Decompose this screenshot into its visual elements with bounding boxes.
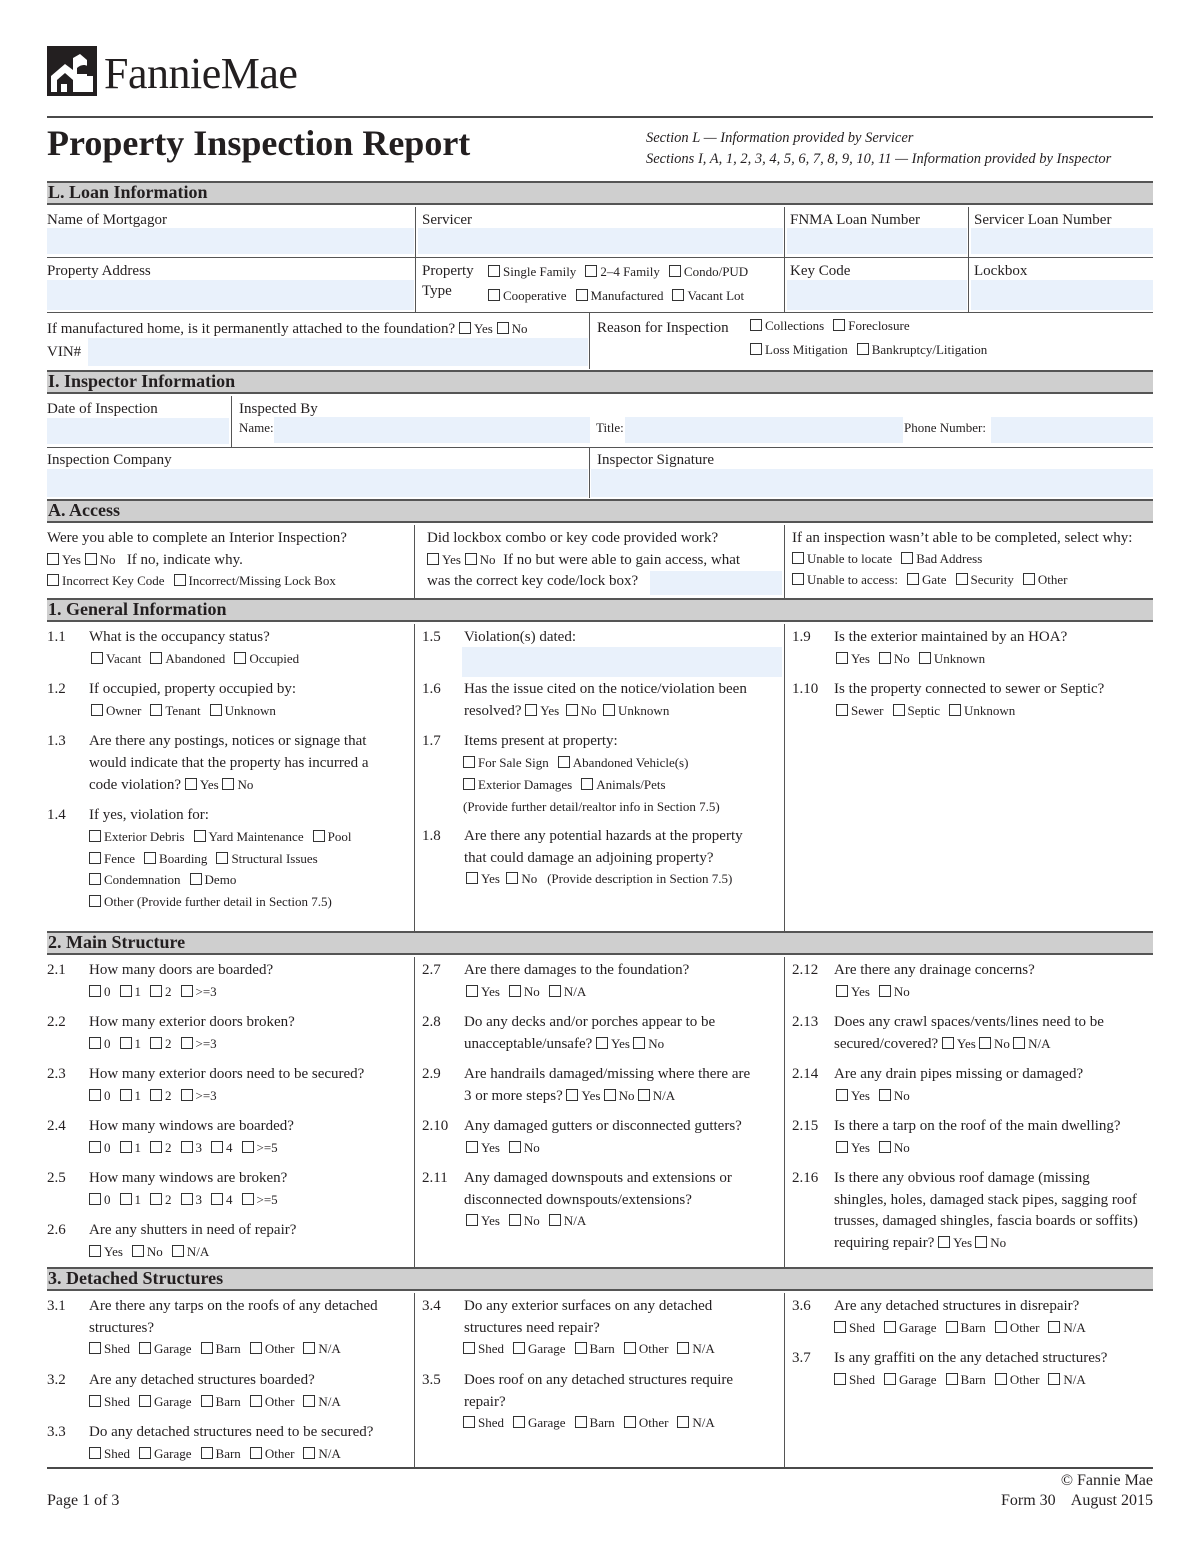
lockbox-field[interactable] — [971, 280, 1153, 310]
address-label: Property Address — [47, 263, 151, 279]
fnma-loan-field[interactable] — [787, 228, 967, 254]
lockbox-label: Lockbox — [974, 263, 1028, 279]
q1-7-note: (Provide further detail/realtor info in Section 7.5) — [463, 799, 720, 814]
violation-date-field[interactable] — [462, 647, 782, 677]
fnma-loan-label: FNMA Loan Number — [790, 212, 920, 228]
q3-6-options[interactable]: Shed Garage Barn Other N/A — [834, 1317, 1095, 1339]
servicer-loan-field[interactable] — [971, 228, 1153, 254]
key-code-label: Key Code — [790, 263, 851, 279]
q2-12-options[interactable]: Yes No — [836, 981, 919, 1003]
reason-label: Reason for Inspection — [597, 320, 729, 336]
section-loan-header: L. Loan Information — [47, 181, 1153, 205]
phone-label: Phone Number: — [904, 420, 986, 435]
access-q3-options-1[interactable]: Unable to locate Bad Address — [792, 551, 991, 567]
inspected-by-label: Inspected By — [239, 401, 318, 417]
vin-label: VIN# — [47, 344, 82, 360]
q2-2-options[interactable]: 0 1 2 >=3 — [89, 1033, 226, 1055]
mortgagor-label: Name of Mortgagor — [47, 212, 167, 228]
section-inspector-header: I. Inspector Information — [47, 370, 1153, 394]
inspector-title-label: Title: — [596, 420, 624, 435]
servicer-loan-label: Servicer Loan Number — [974, 212, 1112, 228]
page-number: Page 1 of 3 — [47, 1492, 120, 1509]
q3-5-options[interactable]: Shed Garage Barn Other N/A — [463, 1412, 724, 1434]
brand-name: FannieMae — [104, 49, 298, 98]
inspector-name-label: Name: — [239, 420, 274, 435]
form-number: Form 30 August 2015 — [1000, 1492, 1153, 1509]
date-of-inspection-label: Date of Inspection — [47, 401, 158, 417]
phone-field[interactable] — [991, 417, 1153, 443]
q2-1-options[interactable]: 0 1 2 >=3 — [89, 981, 226, 1003]
q2-14-options[interactable]: Yes No — [836, 1085, 919, 1107]
inspector-title-field[interactable] — [625, 417, 903, 443]
q2-10-options[interactable]: Yes No — [466, 1137, 549, 1159]
inspector-signature-label: Inspector Signature — [597, 452, 715, 468]
access-q1-answers[interactable]: Yes No If no, indicate why. — [47, 551, 243, 569]
servicer-label: Servicer — [422, 212, 472, 228]
q1-4-options-1[interactable]: Exterior Debris Yard Maintenance Pool — [89, 826, 360, 848]
mortgagor-field[interactable] — [47, 228, 414, 254]
page-title: Property Inspection Report — [47, 123, 471, 163]
q2-7-options[interactable]: Yes No N/A — [466, 981, 595, 1003]
access-q2: Did lockbox combo or key code provided work? — [427, 530, 719, 546]
inspection-company-field[interactable] — [47, 469, 588, 497]
manufactured-question: If manufactured home, is it permanently attached to the foundation? Yes No — [47, 321, 528, 337]
date-of-inspection-field[interactable] — [47, 418, 229, 444]
access-q3-options-2[interactable]: Unable to access: Gate Security Other — [792, 572, 1076, 588]
reason-options-1[interactable]: Collections Foreclosure — [750, 318, 919, 334]
property-type-label-2: Type — [422, 283, 452, 299]
q3-4-options[interactable]: Shed Garage Barn Other N/A — [463, 1338, 724, 1360]
q1-1-options[interactable]: Vacant Abandoned Occupied — [91, 648, 308, 670]
q1-4-options-4[interactable]: Other (Provide further detail in Section 7.5) — [89, 891, 332, 913]
q2-3-options[interactable]: 0 1 2 >=3 — [89, 1085, 226, 1107]
section-access-header: A. Access — [47, 499, 1153, 523]
inspector-name-field[interactable] — [274, 417, 590, 443]
q1-7-options-1[interactable]: For Sale Sign Abandoned Vehicle(s) — [463, 752, 697, 774]
section-main-structure-header: 2. Main Structure — [47, 931, 1153, 955]
q2-4-options[interactable]: 0 1 2 3 4 >=5 — [89, 1137, 287, 1159]
fannie-mae-logo-icon — [47, 46, 97, 96]
q3-2-options[interactable]: Shed Garage Barn Other N/A — [89, 1391, 350, 1413]
servicer-field[interactable] — [418, 228, 783, 254]
access-q2-answers[interactable]: Yes No If no but were able to gain access, what — [427, 551, 740, 569]
access-q2-line3: was the correct key code/lock box? — [427, 573, 639, 589]
section-general-header: 1. General Information — [47, 598, 1153, 622]
q3-3-options[interactable]: Shed Garage Barn Other N/A — [89, 1443, 350, 1465]
section-detached-header: 3. Detached Structures — [47, 1267, 1153, 1291]
q2-11-options[interactable]: Yes No N/A — [466, 1210, 595, 1232]
access-q1-options[interactable]: Incorrect Key Code Incorrect/Missing Lock Box — [47, 573, 345, 589]
inspection-company-label: Inspection Company — [47, 452, 172, 468]
header-subtitle-1: Section L — Information provided by Servicer — [646, 130, 914, 146]
copyright: © Fannie Mae — [1060, 1472, 1153, 1489]
property-type-label-1: Property — [422, 263, 474, 279]
inspector-signature-field[interactable] — [591, 469, 1153, 497]
q2-5-options[interactable]: 0 1 2 3 4 >=5 — [89, 1189, 287, 1211]
q2-6-options[interactable]: Yes No N/A — [89, 1241, 218, 1263]
address-field[interactable] — [47, 280, 414, 310]
access-q3: If an inspection wasn’t able to be completed, select why: — [792, 530, 1133, 546]
property-type-options-1[interactable]: Single Family 2–4 Family Condo/PUD — [488, 264, 757, 280]
q3-7-options[interactable]: Shed Garage Barn Other N/A — [834, 1369, 1095, 1391]
q3-1-options[interactable]: Shed Garage Barn Other N/A — [89, 1338, 350, 1360]
q1-7-options-2[interactable]: Exterior Damages Animals/Pets — [463, 774, 675, 796]
q1-9-options[interactable]: Yes No Unknown — [836, 648, 994, 670]
header-subtitle-2: Sections I, A, 1, 2, 3, 4, 5, 6, 7, 8, 9, 10, 11 — Information provided by Inspector — [646, 151, 1112, 167]
key-code-field[interactable] — [787, 280, 967, 310]
access-q1: Were you able to complete an Interior Inspection? — [47, 530, 347, 546]
q2-15-options[interactable]: Yes No — [836, 1137, 919, 1159]
q1-4-options-3[interactable]: Condemnation Demo — [89, 869, 245, 891]
property-type-options-2[interactable]: Cooperative Manufactured Vacant Lot — [488, 288, 753, 304]
q1-10-options[interactable]: Sewer Septic Unknown — [836, 700, 1024, 722]
vin-field[interactable] — [88, 338, 588, 366]
q1-4-options-2[interactable]: Fence Boarding Structural Issues — [89, 848, 327, 870]
q1-8-options[interactable]: Yes No (Provide description in Section 7.5) — [466, 868, 732, 890]
reason-options-2[interactable]: Loss Mitigation Bankruptcy/Litigation — [750, 342, 996, 358]
correct-keycode-field[interactable] — [650, 571, 782, 595]
q1-2-options[interactable]: Owner Tenant Unknown — [91, 700, 285, 722]
